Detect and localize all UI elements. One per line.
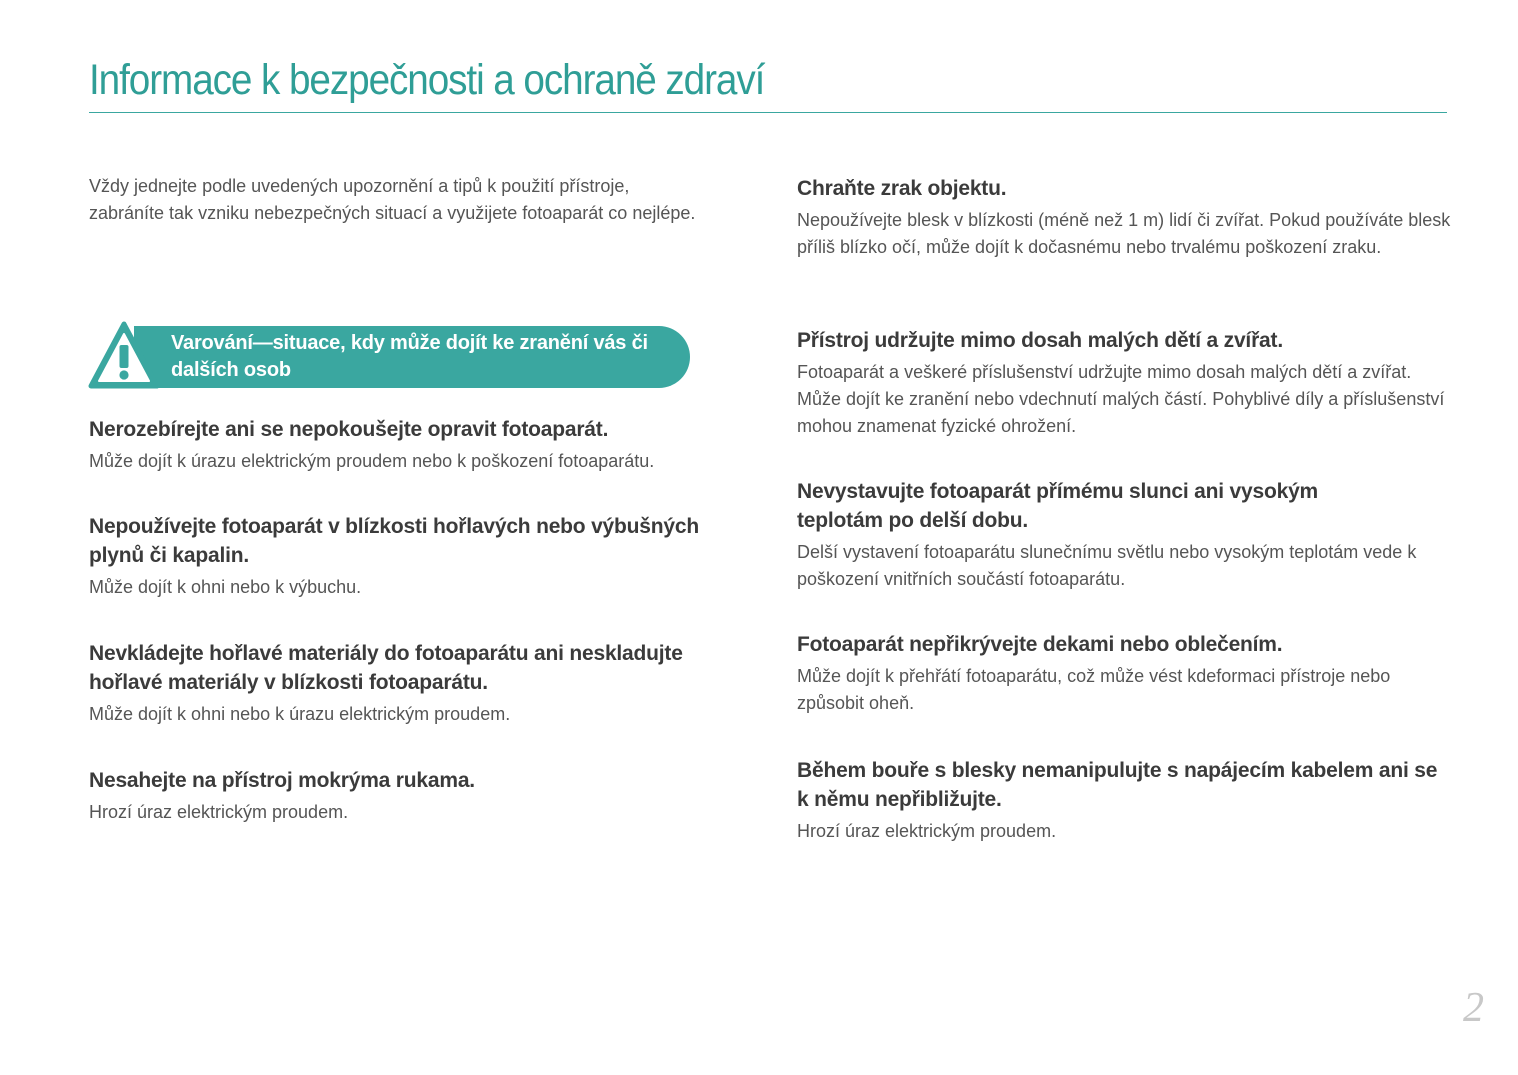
right-item-3 (797, 477, 1417, 593)
right-item-3-text: Delší vystavení fotoaparátu slunečnímu světlu nebo vysokým teplotám vede k poškození vnitřních součástí fotoaparátu. (797, 542, 1417, 589)
right-item-2 (797, 326, 1452, 440)
left-item-3 (89, 639, 749, 728)
left-item-3-heading: Nevkládejte hořlavé materiály do fotoaparátu ani neskladujte hořlavé materiály v blízkosti fotoaparátu. (89, 642, 683, 694)
left-item-1-text: Může dojít k úrazu elektrickým proudem nebo k poškození fotoaparátu. (89, 451, 655, 471)
page-title: Informace k bezpečnosti a ochraně zdraví (89, 56, 765, 104)
left-item-2-heading: Nepoužívejte fotoaparát v blízkosti hořlavých nebo výbušných plynů či kapalin. (89, 515, 699, 567)
right-item-4 (797, 630, 1452, 717)
right-item-1-text: Nepoužívejte blesk v blízkosti (méně než 1 m) lidí či zvířat. Pokud používáte blesk příliš blízko očí, může dojít k dočasnému nebo trvalému poškození zraku. (797, 210, 1451, 257)
right-item-4-heading: Fotoaparát nepřikrývejte dekami nebo oblečením. (797, 633, 1283, 656)
right-item-3-heading: Nevystavujte fotoaparát přímému slunci ani vysokým teplotám po delší dobu. (797, 480, 1319, 532)
title-divider (89, 112, 1447, 113)
right-item-4-text: Může dojít k přehřátí fotoaparátu, což může vést kdeformaci přístroje nebo způsobit oheň. (797, 666, 1391, 713)
warning-triangle-icon (88, 320, 160, 390)
right-item-5-heading: Během bouře s blesky nemanipulujte s napájecím kabelem ani se k němu nepřibližujte. (797, 759, 1438, 811)
right-item-5-text: Hrozí úraz elektrickým proudem. (797, 821, 1057, 841)
right-item-1 (797, 174, 1452, 261)
left-item-2 (89, 512, 749, 601)
left-item-1 (89, 415, 749, 475)
left-item-3-text: Může dojít k ohni nebo k úrazu elektrickým proudem. (89, 704, 511, 724)
left-item-4-text: Hrozí úraz elektrickým proudem. (89, 802, 349, 822)
right-item-2-text: Fotoaparát a veškeré příslušenství udržujte mimo dosah malých dětí a zvířat. Může dojít ke zranění nebo vdechnutí malých částí. Pohyblivé díly a příslušenství mohou znamenat fyzické ohrožení. (797, 362, 1445, 436)
left-item-4-heading: Nesahejte na přístroj mokrýma rukama. (89, 769, 475, 792)
right-item-1-heading: Chraňte zrak objektu. (797, 177, 1007, 200)
intro-paragraph: Vždy jednejte podle uvedených upozornění a tipů k použití přístroje, zabráníte tak vzniku nebezpečných situací a využijete fotoaparát co nejlépe. (89, 176, 696, 223)
page-number: 2 (1463, 985, 1484, 1031)
right-item-2-heading: Přístroj udržujte mimo dosah malých dětí a zvířat. (797, 329, 1283, 352)
left-item-2-text: Může dojít k ohni nebo k výbuchu. (89, 577, 362, 597)
right-item-5 (797, 756, 1452, 845)
left-item-1-heading: Nerozebírejte ani se nepokoušejte opravit fotoaparát. (89, 418, 609, 441)
warning-banner (88, 320, 692, 390)
warning-text: Varování—situace, kdy může dojít ke zranění vás či dalších osob (171, 332, 648, 381)
left-item-4 (89, 766, 749, 826)
